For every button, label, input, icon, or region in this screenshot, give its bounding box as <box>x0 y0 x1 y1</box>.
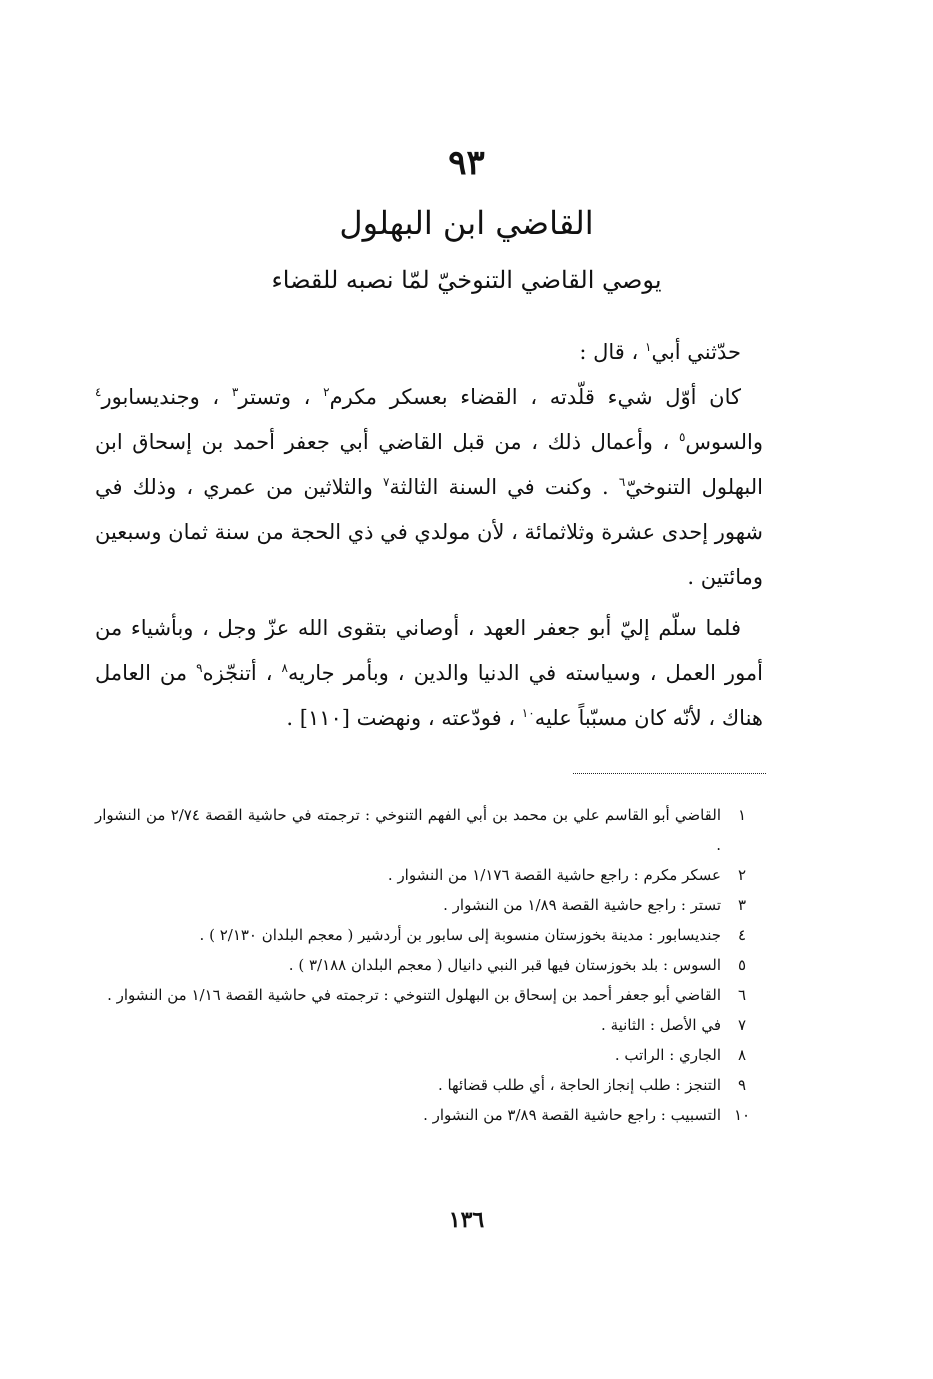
footnote-number: ١ <box>737 806 747 824</box>
text-run: والثلاثين من عمري ، وذلك في شهور إحدى عشرة وثلاثمائة ، لأن مولدي في ذي الحجة من سنة ثمان وسبعين ومائتين . <box>94 475 763 589</box>
text-run: ، فودّعته ، ونهضت [١١٠] . <box>286 706 516 730</box>
footnote-ref: ٧ <box>382 475 390 489</box>
page-number: ١٣٦ <box>448 1207 485 1233</box>
text-run: حدّثني أبي <box>651 340 741 364</box>
footnote-item <box>95 1070 763 1100</box>
paragraph-1 <box>95 330 763 375</box>
footnote-ref: ١ <box>644 340 652 354</box>
footnotes-list <box>95 800 763 1130</box>
footnote-number: ٧ <box>737 1016 747 1034</box>
footnote-number: ٢ <box>737 866 747 884</box>
footnote-text: الجاري : الراتب . <box>614 1046 721 1064</box>
footnote-number: ٩ <box>737 1076 747 1094</box>
footnote-text: التسبيب : راجع حاشية القصة ٣/٨٩ من النشوار . <box>423 1106 721 1124</box>
footnote-ref: ٤ <box>95 385 102 399</box>
text-run: ، أتنجّزه <box>202 661 273 685</box>
footnote-item <box>95 980 763 1010</box>
footnote-text: عسكر مكرم : راجع حاشية القصة ١/١٧٦ من النشوار . <box>387 866 721 884</box>
text-run: فلما سلّم إليّ أبو جعفر العهد ، أوصاني بتقوى الله عزّ وجل ، وبأشياء من أمور العمل ، وسياسته في الدنيا والدين ، وبأمر جاريه <box>95 616 764 685</box>
text-run: ، وتستر <box>238 385 311 409</box>
text-run: ، قال : <box>579 340 639 364</box>
text-run: والسوس <box>685 430 763 454</box>
story-title: القاضي ابن البهلول <box>339 204 594 242</box>
footnote-ref: ٩ <box>196 661 203 675</box>
footnote-text: تستر : راجع حاشية القصة ١/٨٩ من النشوار . <box>443 896 721 914</box>
text-run: ، وجنديسابور <box>101 385 220 409</box>
footnote-item <box>95 950 763 980</box>
footnote-number: ١٠ <box>733 1106 751 1124</box>
footnote-ref: ٥ <box>678 430 686 444</box>
story-number: ٩٣ <box>448 143 485 183</box>
footnote-item <box>95 860 763 890</box>
story-subtitle: يوصي القاضي التنوخيّ لمّا نصبه للقضاء <box>271 266 662 294</box>
text-run: من العامل هناك ، لأنّه كان مسبّباً عليه <box>95 661 763 730</box>
footnote-text: في الأصل : الثانية . <box>601 1016 721 1034</box>
footnote-number: ٦ <box>737 986 747 1004</box>
footnote-number: ٨ <box>737 1046 747 1064</box>
footnote-number: ٤ <box>737 926 747 944</box>
footnote-ref: ٢ <box>323 385 330 399</box>
text-run: . وكنت في السنة الثالثة <box>389 475 609 499</box>
footnote-item <box>95 920 763 950</box>
footnote-item <box>95 1040 763 1070</box>
footnote-number: ٥ <box>737 956 747 974</box>
text-run: كان أوّل شيء قلّدته ، القضاء بعسكر مكرم <box>329 385 741 409</box>
footnote-text: جنديسابور : مدينة بخوزستان منسوبة إلى سابور بن أردشير ( معجم البلدان ٢/١٣٠ ) . <box>199 926 721 944</box>
footnote-item <box>95 890 763 920</box>
footnote-item <box>95 1100 763 1130</box>
paragraph-2 <box>95 375 763 600</box>
footnote-text: القاضي أبو القاسم علي بن محمد بن أبي الفهم التنوخي : ترجمته في حاشية القصة ٢/٧٤ من النشوار . <box>95 806 722 854</box>
text-run: ، وأعمال ذلك ، من قبل القاضي أبي جعفر أحمد بن إسحاق ابن البهلول التنوخيّ <box>95 430 763 499</box>
main-text <box>95 330 763 741</box>
footnote-item <box>95 1010 763 1040</box>
footnote-text: القاضي أبو جعفر أحمد بن إسحاق بن البهلول التنوخي : ترجمته في حاشية القصة ١/١٦ من النشوار . <box>107 986 721 1004</box>
footnote-text: السوس : بلد بخوزستان فيها قبر النبي دانيال ( معجم البلدان ٣/١٨٨ ) . <box>288 956 721 974</box>
footnote-separator <box>573 773 766 774</box>
paragraph-3 <box>95 606 763 741</box>
footnote-number: ٣ <box>737 896 747 914</box>
footnote-item <box>95 800 763 860</box>
footnote-ref: ١٠ <box>521 706 535 720</box>
footnote-ref: ٦ <box>618 475 626 489</box>
footnote-text: التنجز : طلب إنجاز الحاجة ، أي طلب قضائها . <box>437 1076 721 1094</box>
footnote-ref: ٣ <box>231 385 239 399</box>
footnote-ref: ٨ <box>281 661 288 675</box>
